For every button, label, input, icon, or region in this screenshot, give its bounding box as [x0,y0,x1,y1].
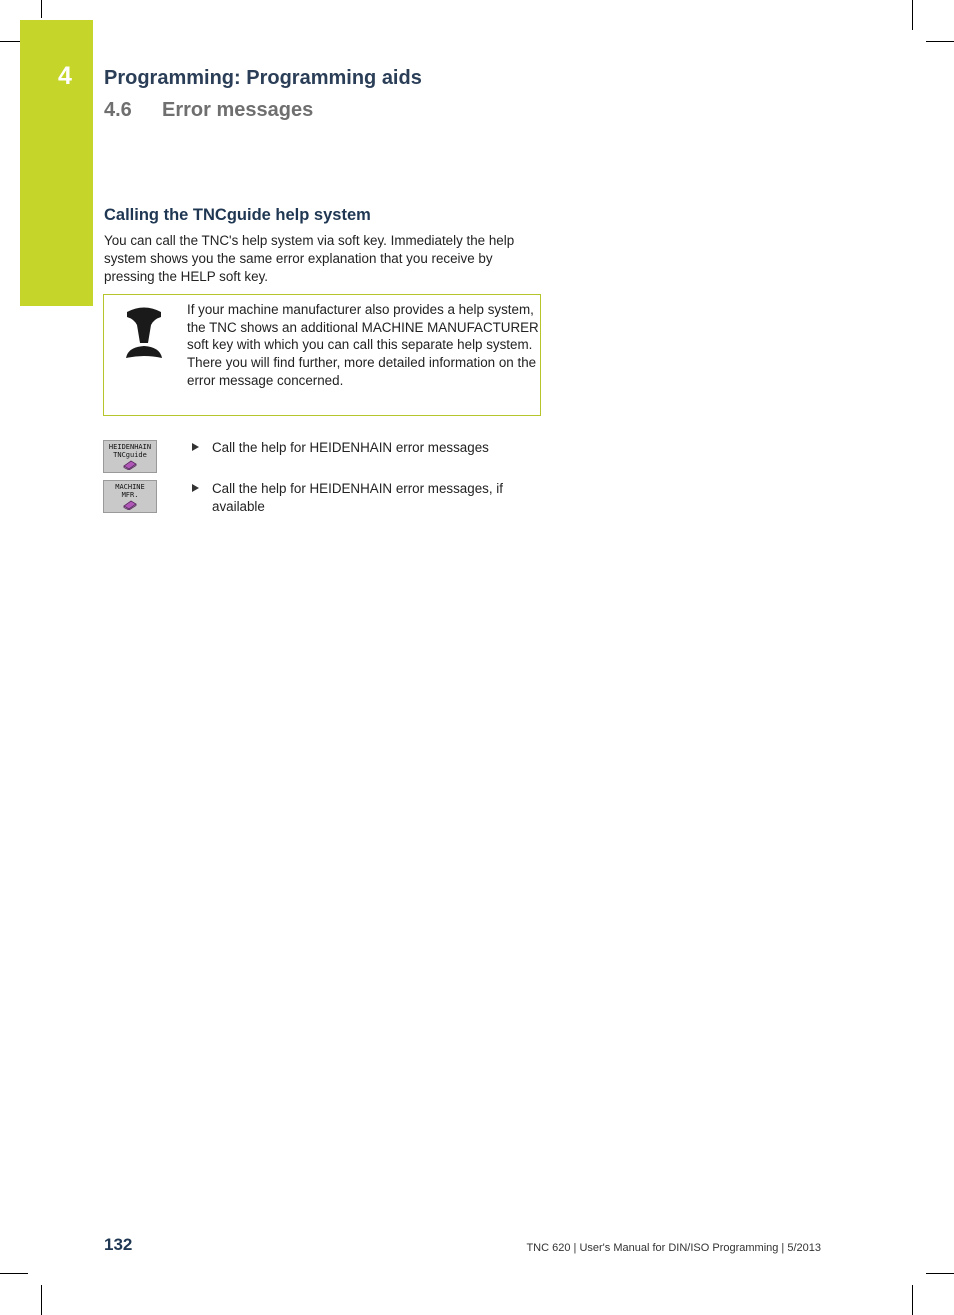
step-arrow-icon [192,443,199,451]
step-text: Call the help for HEIDENHAIN error messages [212,440,489,455]
chapter-tab [20,20,93,306]
footer-text: TNC 620 | User's Manual for DIN/ISO Programming | 5/2013 [526,1242,821,1254]
step-item [192,439,542,457]
softkey-label-line2: TNCguide [113,451,147,459]
softkey-label-line2: MFR. [121,491,139,499]
crop-mark [0,1273,28,1274]
chapter-number: 4 [58,62,72,90]
machine-manufacturer-icon [124,305,164,360]
crop-mark [926,1273,954,1274]
crop-mark [912,1285,913,1315]
subheading: Calling the TNCguide help system [104,206,371,224]
section-title: Error messages [162,99,314,121]
crop-mark [41,0,42,18]
softkey-label-line1: HEIDENHAIN [108,443,152,451]
crop-mark [912,0,913,30]
chapter-title: Programming: Programming aids [104,67,422,89]
step-text: Call the help for HEIDENHAIN error messages, if available [212,481,503,514]
note-text: If your machine manufacturer also provides a help system, the TNC shows an additional MACHINE MANUFACTURER soft key with which you can call this separate help system. There you will find further, more detailed information on the error message concerned. [187,302,539,388]
heidenhain-tncguide-softkey[interactable] [103,440,157,473]
crop-mark [41,1285,42,1315]
page-number: 132 [104,1235,133,1254]
section-number: 4.6 [104,99,132,121]
crop-mark [0,41,20,42]
machine-mfr-softkey[interactable] [103,480,157,513]
softkey-label-line1: MACHINE [115,483,145,491]
step-item [192,480,542,515]
help-book-icon [123,500,137,510]
note-box [103,294,541,416]
crop-mark [926,41,954,42]
help-book-icon [123,460,137,470]
step-arrow-icon [192,484,199,492]
intro-paragraph: You can call the TNC's help system via soft key. Immediately the help system shows you the same error explanation that you receive by pressing the HELP soft key. [104,233,515,284]
